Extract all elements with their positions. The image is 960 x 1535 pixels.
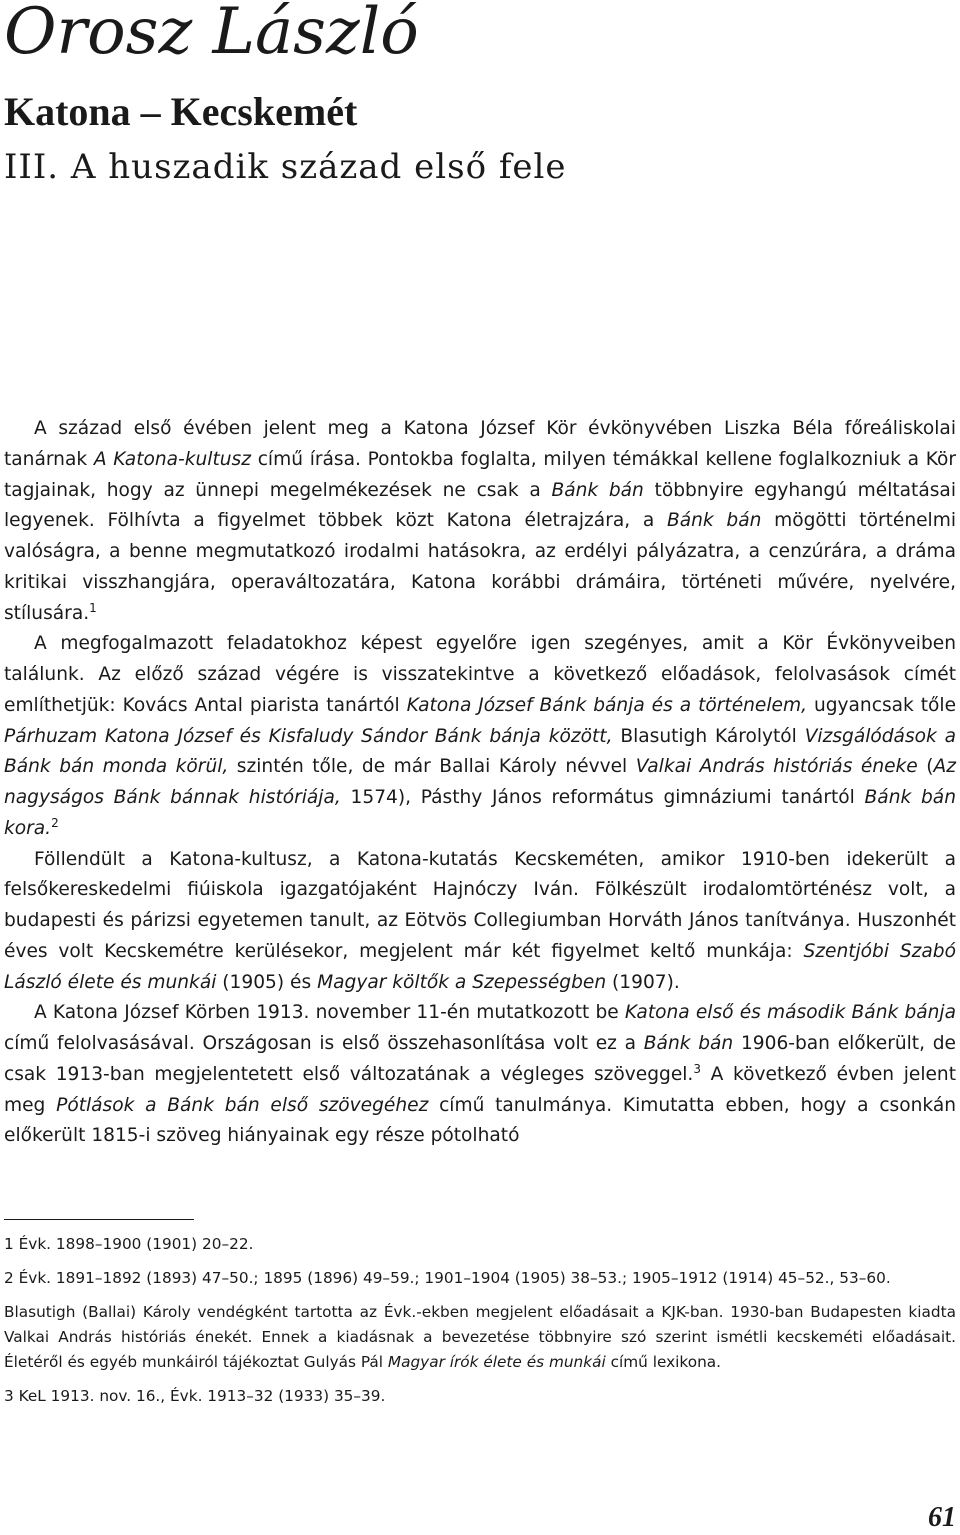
article-title: Katona – Kecskemét <box>4 89 358 134</box>
footnote: Blasutigh (Ballai) Károly vendégként tartotta az Évk.-ekben megjelent előadásait a KJK-ban. 1930-ban Budapesten kiadta Valkai András históriás énekét. Ennek a kiadásnak a bevezetése többnyire szó szerint ismétli kecskeméti előadásait. Életéről és egyéb munkáiról tájékoztat Gulyás Pál Magyar írók élete és munkái című lexikona. <box>4 1303 956 1371</box>
footnote-ref: 2 <box>51 815 59 830</box>
section-subtitle: III. A huszadik század első fele <box>4 147 567 187</box>
paragraph: A Katona József Körben 1913. november 11-én mutatkozott be Katona első és második Bánk bánja című felolvasásával. Országosan is első összehasonlítása volt ez a Bánk bán 1906-ban előkerült, de csak 1913-ban megjelentetett első változatának a végleges szöveggel.$^3$ A következő évben jelent meg Pótlások a Bánk bán első szövegéhez című tanulmánya. Kimutatta ebben, hogy a csonkán előkerült 1815-i szöveg hiányainak egy része pótolható <box>4 1002 957 1147</box>
page-number: 61 <box>928 1502 956 1533</box>
footnotes <box>4 1232 956 1409</box>
footnote-ref: 3 <box>693 1061 701 1076</box>
body-text <box>4 414 956 1152</box>
footnote: 3 KeL 1913. nov. 16., Évk. 1913–32 (1933) 35–39. <box>4 1387 386 1405</box>
footnote: 1 Évk. 1898–1900 (1901) 20–22. <box>4 1235 254 1253</box>
paragraph: Föllendült a Katona-kultusz, a Katona-kutatás Kecskeméten, amikor 1910-ben idekerült a felsőkereskedelmi fiúiskola igazgatójaként Hajnóczy Iván. Fölkészült irodalomtörténész volt, a budapesti és párizsi egyetemen tanult, az Eötvös Collegiumban Horváth János tanítványa. Huszonhét éves volt Kecskemétre kerülésekor, megjelent már két figyelmet keltő munkája: Szentjóbi Szabó László élete és munkái (1905) és Magyar költők a Szepességben (1907). <box>4 848 956 993</box>
footnote: 2 Évk. 1891–1892 (1893) 47–50.; 1895 (1896) 49–59.; 1901–1904 (1905) 38–53.; 1905–1912 (1914) 45–52., 53–60. <box>4 1269 891 1287</box>
footnote-separator <box>4 1219 194 1220</box>
author-name: Orosz László <box>4 0 419 69</box>
paragraph: A század első évében jelent meg a Katona József Kör évkönyvében Liszka Béla főreáliskolai tanárnak A Katona-kultusz című írása. Pontokba foglalta, milyen témákkal kellene foglalkozniuk a Kör tagjainak, hogy az ünnepi megelmékezések ne csak a Bánk bán többnyire egyhangú méltatásai legyenek. Fölhívta a figyelmet többek közt Katona életrajzára, a Bánk bán mögötti történelmi valóságra, a benne megmutatkozó irodalmi hatásokra, az erdélyi pályázatra, a cenzúrára, a dráma kritikai visszhangjára, operaváltozatára, Katona korábbi drámáira, történeti művére, nyelvére, stílusára.$^1$ <box>4 418 956 624</box>
paragraph: A megfogalmazott feladatokhoz képest egyelőre igen szegényes, amit a Kör Évkönyveiben találunk. Az előző század végére is visszatekintve a következő előadások, felolvasások címét említhetjük: Kovács Antal piarista tanártól Katona József Bánk bánja és a történelem, ugyancsak tőle Párhuzam Katona József és Kisfaludy Sándor Bánk bánja között, Blasutigh Károlytól Vizsgálódások a Bánk bán monda körül, szintén tőle, de már Ballai Károly névvel Valkai András históriás éneke (Az nagyságos Bánk bánnak históriája, 1574), Pásthy János református gimnáziumi tanártól Bánk bán kora.$^2$ <box>4 633 957 839</box>
footnote-ref: 1 <box>89 600 97 615</box>
